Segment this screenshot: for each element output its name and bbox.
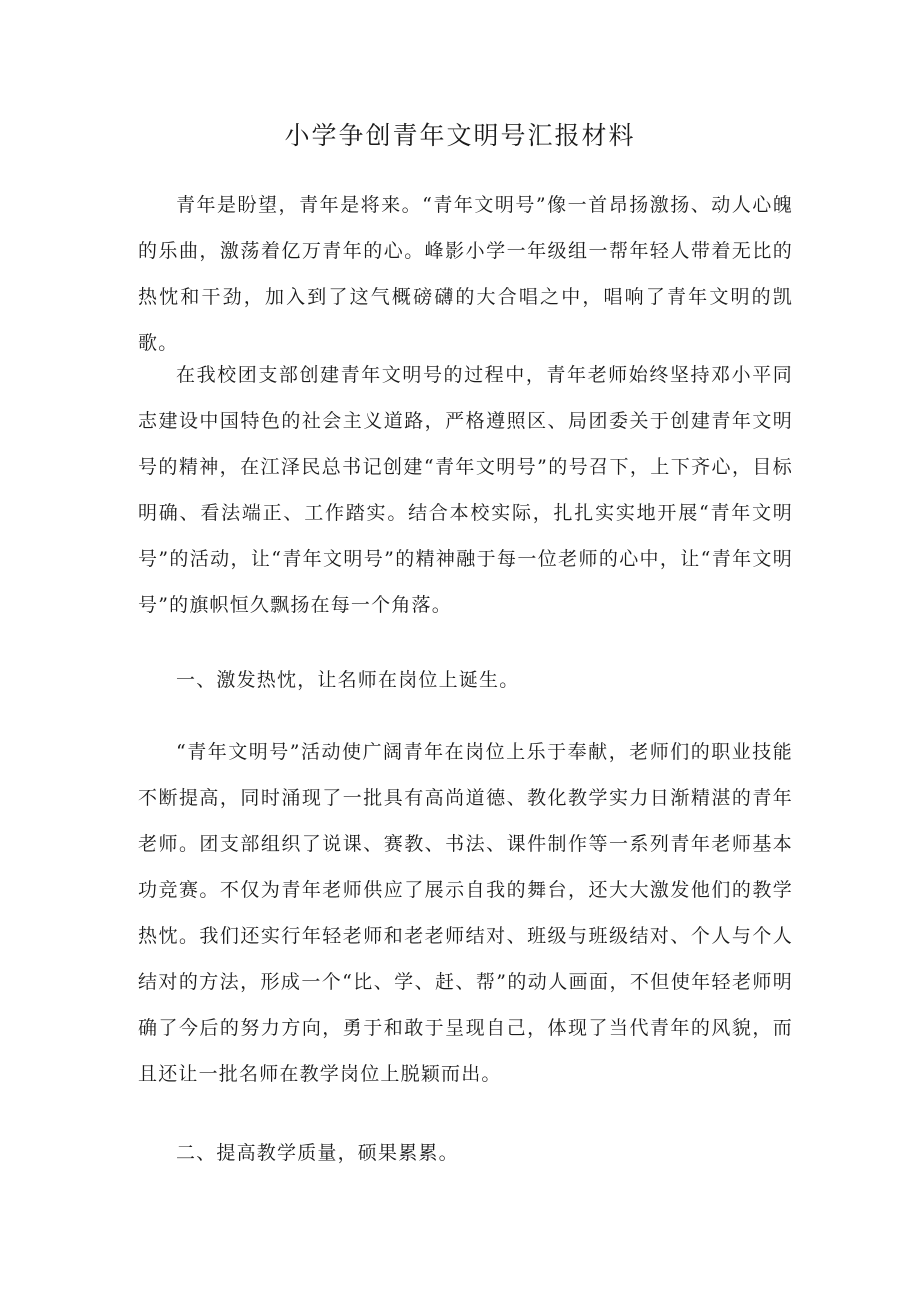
section-heading-1: 一、激发热忱，让名师在岗位上诞生。 — [176, 669, 520, 691]
section-heading-2: 二、提高教学质量，硕果累累。 — [176, 1142, 459, 1164]
document-title: 小学争创青年文明号汇报材料 — [284, 121, 636, 150]
paragraph-background: 在我校团支部创建青年文明号的过程中，青年老师始终坚持邓小平同志建设中国特色的社会主义道路，严格遵照区、局团委关于创建青年文明号的精神，在江泽民总书记创建“青年文明号”的号召下，上下齐心，目标明确、看法端正、工作踏实。结合本校实际，扎扎实实地开展“青年文明号”的活动，让“青年文明号”的精神融于每一位老师的心中，让“青年文明号”的旗帜恒久飘扬在每一个角落。 — [138, 364, 793, 616]
paragraph-intro: 青年是盼望，青年是将来。“青年文明号”像一首昂扬激扬、动人心魄的乐曲，激荡着亿万青年的心。峰影小学一年级组一帮年轻人带着无比的热忱和干劲，加入到了这气概磅礴的大合唱之中，唱响了青年文明的凯歌。 — [138, 194, 793, 354]
paragraph-section-1: “青年文明号”活动使广阔青年在岗位上乐于奉献，老师们的职业技能不断提高，同时涌现了一批具有高尚道德、教化教学实力日渐精湛的青年老师。团支部组织了说课、赛教、书法、课件制作等一系列青年老师基本功竞赛。不仅为青年老师供应了展示自我的舞台，还大大激发他们的教学热忱。我们还实行年轻老师和老老师结对、班级与班级结对、个人与个人结对的方法，形成一个“比、学、赶、帮”的动人画面，不但使年轻老师明确了今后的努力方向，勇于和敢于呈现自己，体现了当代青年的风貌，而且还让一批名师在教学岗位上脱颖而出。 — [138, 741, 793, 1085]
